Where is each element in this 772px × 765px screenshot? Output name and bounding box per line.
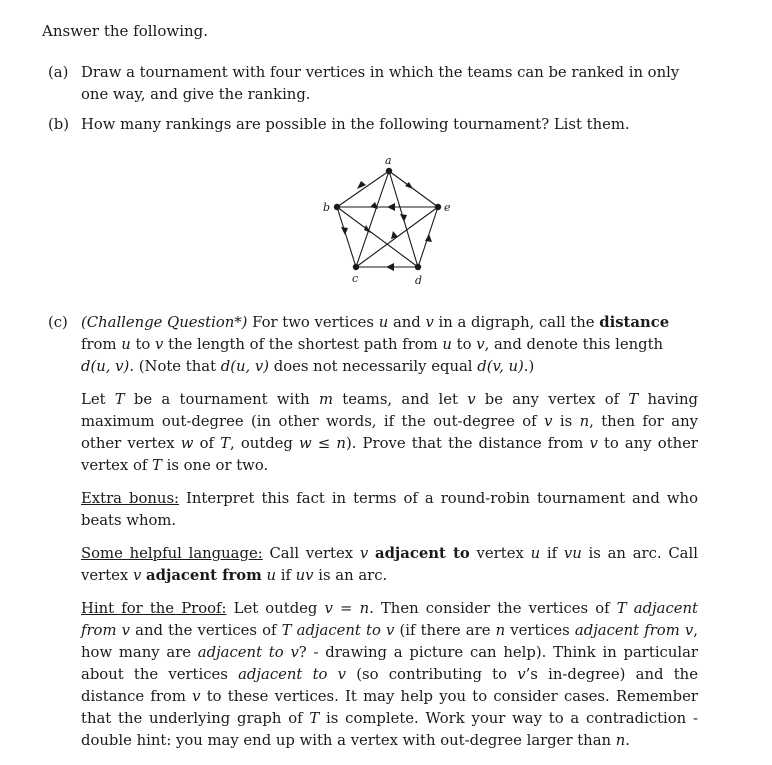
vertex-b xyxy=(334,204,340,210)
vertex-d xyxy=(415,264,421,270)
part-b xyxy=(48,114,700,136)
vertex-label-a: a xyxy=(385,154,392,167)
helpful-language: Some helpful language: Call vertex v adjacent to vertex u if vu is an arc. Call vertex v adjacent from u if uv is an arc. xyxy=(81,545,698,584)
vertex-label-e: e xyxy=(444,201,451,214)
arrow-e-b xyxy=(387,203,395,211)
tournament-graph xyxy=(320,152,460,292)
edge-a-e xyxy=(389,171,438,207)
vertex-c xyxy=(353,264,359,270)
proof-hint: Hint for the Proof: Let outdeg v = n. Then consider the vertices of T adjacent from v and the vertices of T adjacent to v (if there are n vertices adjacent from v, how many are adjacent to v? - drawing a picture can help). Think in particular about the vertices adjacent to v (so contributing to v’s in-degree) and the distance from v to these vertices. It may help you to consider cases. Remember that the underlying graph of T is complete. Work your way to a contradiction - double hint: you may end up with a vertex with out-degree larger than n. xyxy=(81,600,698,749)
challenge-label: (Challenge Question*) xyxy=(81,314,248,331)
part-a xyxy=(48,62,700,106)
vertex-label-d: d xyxy=(415,274,423,287)
arrow-e-c xyxy=(391,231,398,239)
arrow-b-c xyxy=(341,227,348,235)
part-a-line2: one way, and give the ranking. xyxy=(81,86,311,103)
vertex-label-b: b xyxy=(323,201,331,214)
part-a-line1: Draw a tournament with four vertices in which the teams can be ranked in only xyxy=(81,64,680,81)
extra-bonus-label: Extra bonus: xyxy=(81,490,180,507)
distance-term: distance xyxy=(599,314,670,331)
helpful-language-label: Some helpful language: xyxy=(81,545,263,562)
extra-bonus: Extra bonus: Interpret this fact in terms of a round-robin tournament and who beats whom. xyxy=(81,490,698,529)
vertex-e xyxy=(435,204,441,210)
part-b-text: How many rankings are possible in the following tournament? List them. xyxy=(81,116,630,133)
intro-text: Answer the following. xyxy=(42,22,209,40)
part-b-label: (b) xyxy=(48,116,70,133)
proof-hint-label: Hint for the Proof: xyxy=(81,600,227,617)
arrow-d-e xyxy=(425,234,432,242)
part-c xyxy=(48,312,700,378)
proof-statement: Let T be a tournament with m teams, and let v be any vertex of T having maximum out-degree (in other words, if the out-degree of v is n, then for any other vertex w of T, outdeg w ≤ n). Prove that the distance from v to any other vertex of T is one or two. xyxy=(81,391,699,474)
arrow-a-d xyxy=(400,214,407,222)
edge-a-b xyxy=(337,171,389,207)
part-a-label: (a) xyxy=(48,64,69,81)
part-c-label: (c) xyxy=(48,314,68,331)
part-c-text: (Challenge Question*) For two vertices u and v in a digraph, call the distance from u to v the length of the shortest path from u to v, and denote this length d(u, v). (Note that d(u, v) does not necessarily equal d(v, u).) xyxy=(81,314,670,375)
edge-b-c xyxy=(337,207,356,267)
vertex-a xyxy=(386,168,392,174)
vertex-label-c: c xyxy=(352,272,359,285)
arrow-d-c xyxy=(386,263,394,271)
